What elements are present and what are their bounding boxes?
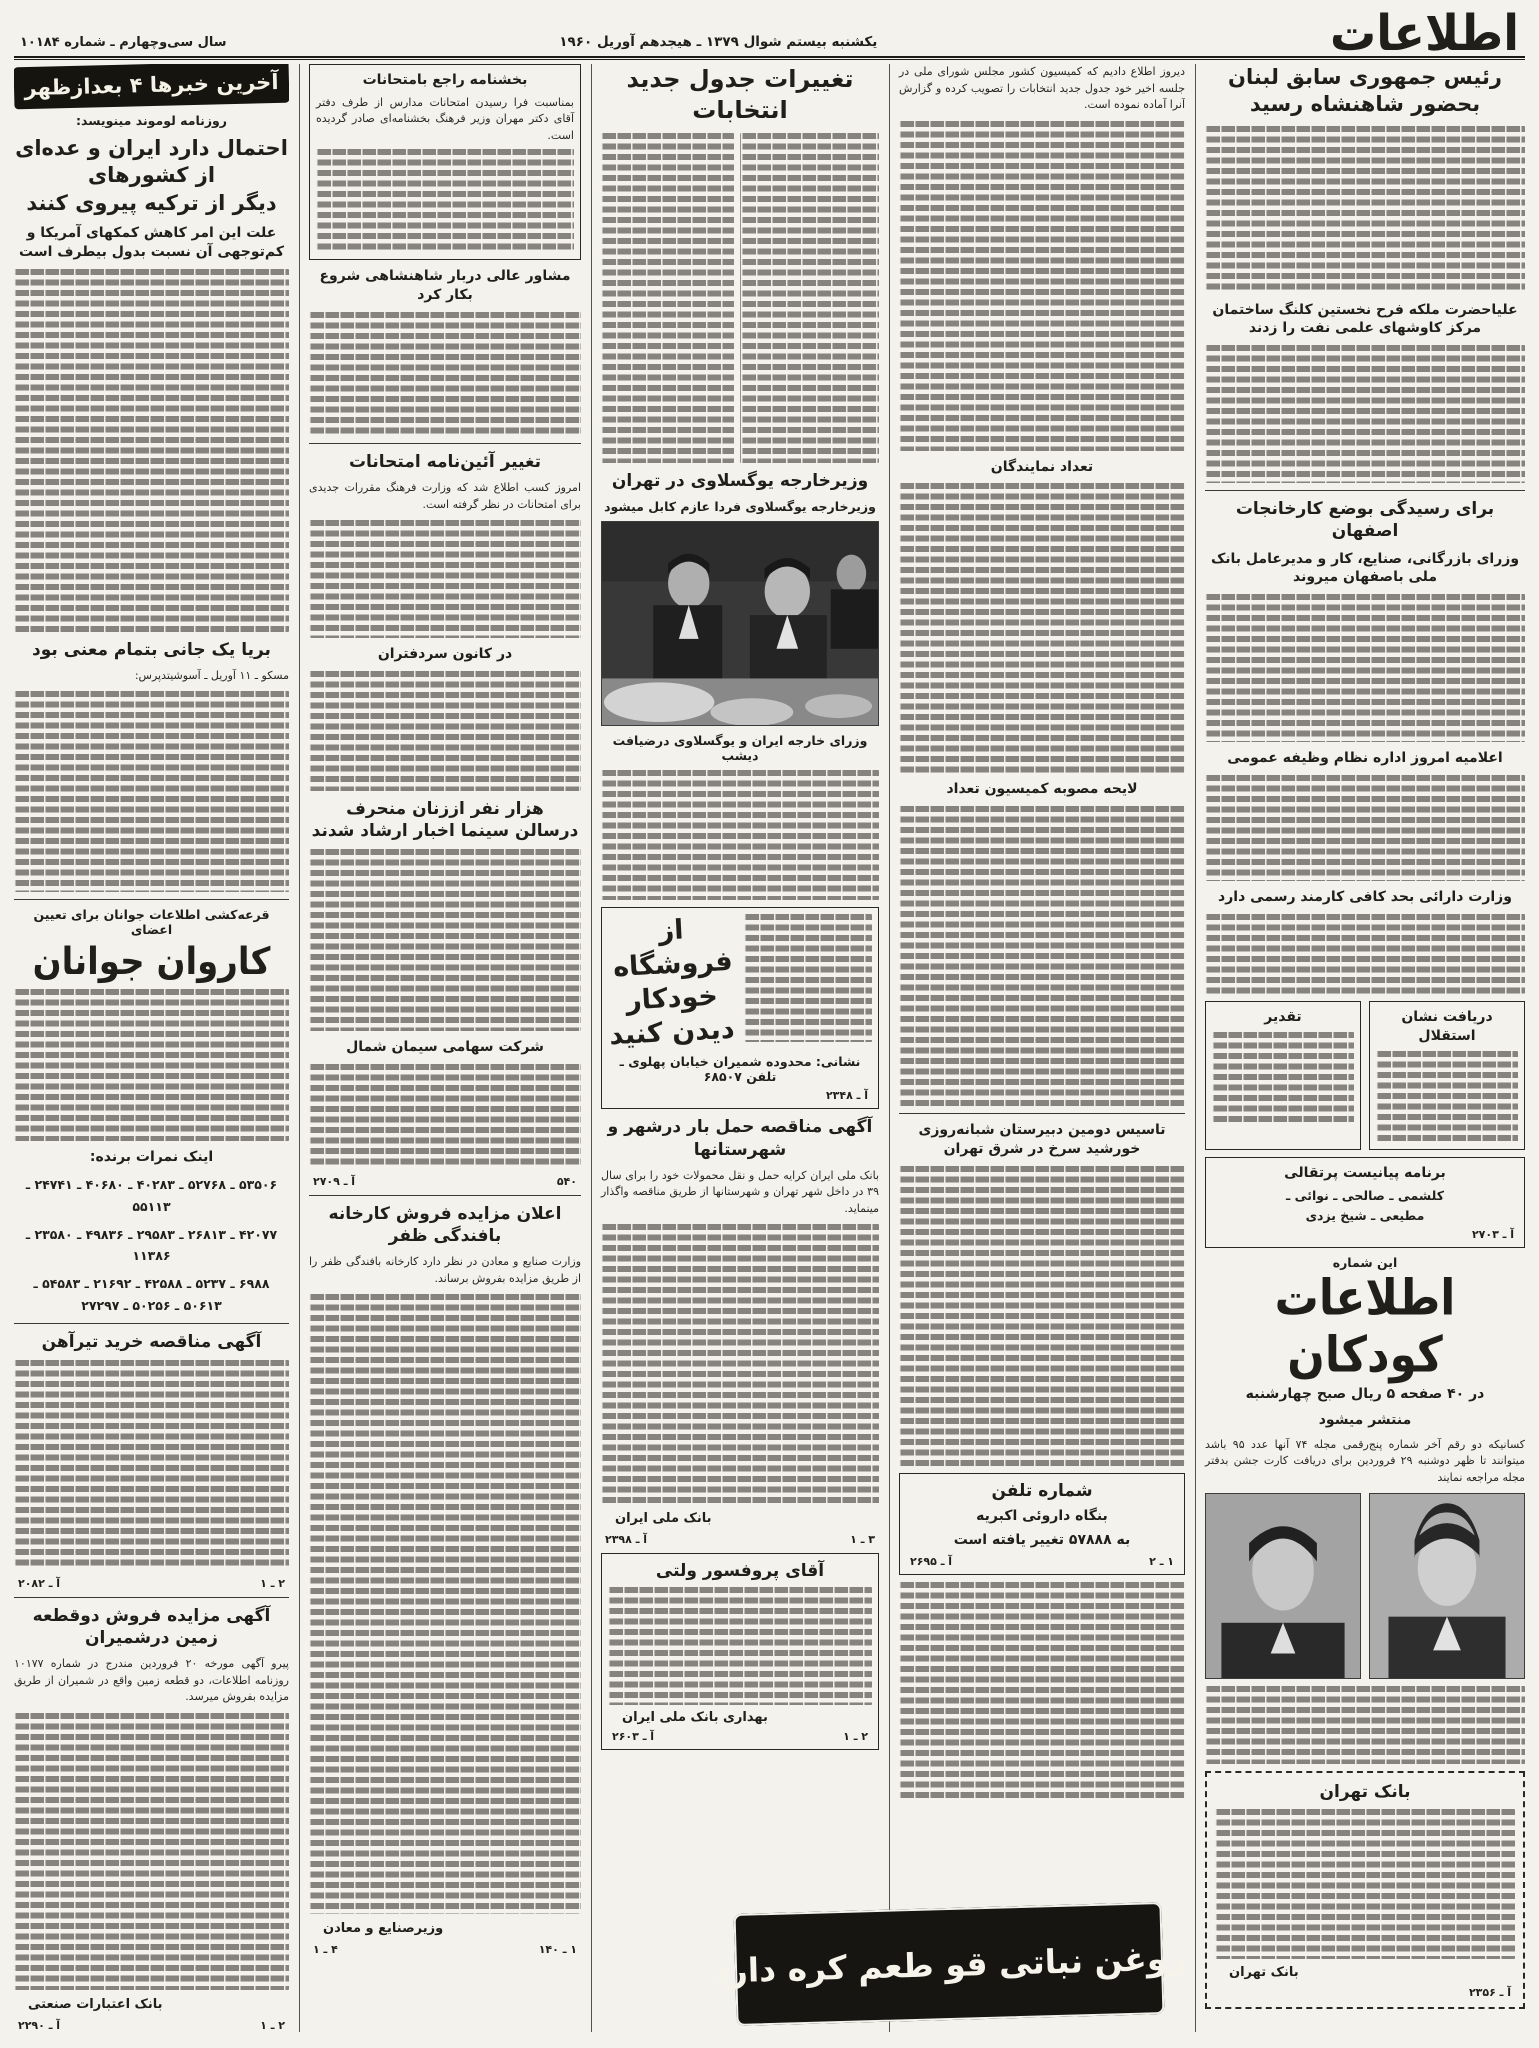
headline-finance-ministry: وزارت دارائی بحد کافی کارمند رسمی دارد (1218, 889, 1512, 906)
body-text-block (316, 149, 574, 253)
ad-code: آ ـ ۲۷۰۹ (313, 1175, 356, 1189)
ad-code-row (1215, 1986, 1515, 1999)
box-exam-circular (309, 64, 581, 260)
box-pianist-program (1205, 1157, 1525, 1248)
story-divider (309, 443, 581, 444)
headline-women-guided-1: هزار نفر اززنان منحرف (346, 799, 544, 820)
ad-code: ۲ ـ ۱ (843, 1730, 868, 1744)
body-text-block (601, 770, 879, 900)
story-divider (309, 1195, 581, 1196)
box-bank-tehran-ad (1205, 1771, 1525, 2009)
body-text-block (1205, 914, 1525, 994)
ad-code-row (608, 1730, 872, 1743)
headline-land-auction-2: زمین درشمیران (85, 1628, 218, 1649)
ad-code: آ ـ ۲۶۹۵ (910, 1554, 953, 1568)
bank-tehran-title: بانک تهران (1319, 1782, 1411, 1803)
headline-independence-medal: دریافت نشان استقلال (1401, 1009, 1493, 1045)
subhead-isfahan: وزرای بازرگانی، صنایع، کار و مدیرعامل بانک ملی باصفهان میروند (1210, 550, 1520, 586)
masthead-title: اطلاعات (1330, 3, 1519, 62)
headline-isfahan-factories: برای رسیدگی بوضع کارخانجات اصفهان (1235, 499, 1495, 542)
headline-beria: بریا یک جانی بتمام معنی بود (32, 639, 271, 660)
headline-appreciation: تقدیر (1264, 1009, 1302, 1026)
box-vending-store-ad (601, 907, 879, 1109)
body-text-block (1205, 594, 1525, 742)
body-text-block (899, 483, 1185, 773)
headline-yugoslav-minister: وزیرخارجه یوگسلاوی در تهران (611, 471, 869, 492)
columns-grid (14, 64, 1525, 2032)
ad-code: ۴ ـ ۱ (313, 1943, 338, 1957)
ad-code-row (601, 1533, 879, 1546)
column-left (14, 64, 289, 2032)
subhead-representatives-count: تعداد نمایندگان (990, 458, 1094, 475)
ad-code: ۱ ـ ۱۴۰ (538, 1943, 577, 1957)
subhead-commission-bill: لایحه مصوبه کمیسیون تعداد (946, 781, 1138, 798)
elections-lead-paragraph: دیروز اطلاع دادیم که کمیسیون کشور مجلس شورای ملی در جلسه اخیر خود جدول جدید انتخابات را تصویب کرده و گزارش آنرا آماده نموده است. (899, 65, 1185, 111)
two-column-text (601, 133, 879, 463)
ad-code: آ ـ ۲۰۸۲ (18, 1577, 61, 1591)
headline-freight-tender: آگهی مناقصه حمل بار درشهر و شهرستانها (607, 1117, 873, 1160)
children-edition-note: کسانیکه دو رقم آخر شماره پنج‌رقمی مجله ۷۴ آنها عدد ۹۵ باشد میتوانند تا ظهر دوشنبه ۲۹ فروردین برای دریافت کارت جشن بدفتر مجله مراجعه نمایند (1205, 1437, 1525, 1484)
header-rule (14, 56, 1525, 60)
professor-velti-title: آقای پروفسور ولتی (655, 1561, 825, 1582)
this-issue-label: این شماره (1332, 1254, 1398, 1270)
box-independence-medal (1369, 1001, 1525, 1150)
body-text-block (309, 849, 581, 1031)
body-text-block (899, 806, 1185, 1106)
story-divider (1205, 490, 1525, 491)
story-lebanon-president (1205, 64, 1525, 119)
page-header (14, 3, 1525, 62)
exam-regulations-lead: امروز کسب اطلاع شد که وزارت فرهنگ مقررات جدیدی برای امتحانات در نظر گرفته است. (309, 481, 581, 511)
ad-code: ۱ ـ ۲ (1149, 1554, 1174, 1568)
phone-change-line-2: به ۵۷۸۸۸ تغییر یافته است (953, 1532, 1131, 1549)
ad-code: آ ـ ۲۶۰۳ (612, 1730, 655, 1744)
body-text-block (1376, 1051, 1518, 1143)
vending-ad-line-3: دیدن کنید (608, 1013, 736, 1051)
small-boxes-row (1205, 1001, 1525, 1150)
story-divider (14, 899, 289, 900)
headline-zafar-factory-auction: اعلان مزایده فروش کارخانه بافندگی ظفر (328, 1204, 562, 1247)
freight-tender-signature: بانک ملی ایران (615, 1511, 712, 1527)
body-text-block (309, 671, 581, 791)
story-divider (14, 1597, 289, 1598)
body-text-block (899, 1166, 1185, 1466)
story-women-guided (309, 798, 581, 842)
ad-code: ۲ ـ ۱ (260, 1577, 285, 1591)
winning-numbers-line: ۶۹۸۸ ـ ۵۲۳۷ ـ ۴۲۵۸۸ ـ ۲۱۶۹۲ ـ ۵۴۵۸۳ ـ ۵۰۶۱۳ ـ ۵۰۲۵۶ ـ ۲۷۲۹۷ (33, 1276, 270, 1313)
ad-code: آ ـ ۲۳۵۶ (1468, 1986, 1511, 2000)
professor-velti-signature: بهداری بانک ملی ایران (622, 1710, 768, 1726)
box-appreciation (1205, 1001, 1361, 1150)
ad-code: آ ـ ۲۷۰۳ (1471, 1227, 1514, 1241)
body-text-block (1205, 775, 1525, 881)
banquet-photo-caption: وزرای خارجه ایران و یوگسلاوی درضیافت دیشب (612, 733, 868, 764)
vending-ad-callig (608, 914, 736, 1049)
date-line: یکشنبه بیستم شوال ۱۳۷۹ ـ هیجدهم آوریل ۱۹۶۰ (559, 34, 878, 50)
headline-election-table-changes: تغییرات جدول جدید انتخابات (626, 65, 854, 125)
freight-tender-lead: بانک ملی ایران کرایه حمل و نقل محمولات خود را برای سال ۳۹ در داخل شهر تهران و شهرستانها از طریق مناقصه واگذار مینماید. (601, 1168, 879, 1215)
body-text-block (14, 989, 289, 1142)
column-right (1195, 64, 1525, 2032)
portrait-photo-left (1205, 1493, 1361, 1679)
body-text-block (309, 1294, 581, 1914)
story-divider (14, 1323, 289, 1324)
body-text-block (14, 1360, 289, 1570)
headline-pianist: برنامه پیانیست پرتقالی (1284, 1164, 1446, 1181)
body-text-block (14, 1713, 289, 1990)
ad-code: آ ـ ۲۳۹۸ (605, 1533, 648, 1547)
headline-lebanon-2: بحضور شاهنشاه رسید (1249, 92, 1481, 117)
vending-ad-line-2: خودکار (625, 980, 719, 1017)
column-elections-continued (889, 64, 1185, 2032)
ad-code: ۵۴۰ (556, 1175, 577, 1189)
zafar-auction-lead: وزارت صنایع و معادن در نظر دارد کارخانه بافندگی ظفر را از طریق مزایده بفروش برساند. (309, 1255, 581, 1285)
headline-boarding-school: تاسیس دومین دبیرستان شبانه‌روزی خورشید سرخ در شرق تهران (918, 1122, 1166, 1158)
bank-tehran-signature: بانک تهران (1229, 1965, 1299, 1981)
story-land-auction (14, 1605, 289, 1649)
story-divider (899, 1113, 1185, 1114)
children-edition-line-1: در ۴۰ صفحه ۵ ریال صبح چهارشنبه (1245, 1385, 1485, 1402)
land-auction-lead: پیرو آگهی مورخه ۲۰ فروردین مندرج در شماره ۱۰۱۷۷ روزنامه اطلاعات، دو قطعه زمین واقع در شمیران از طریق مزایده بفروش میرسد. (14, 1657, 289, 1704)
box-phone-number-change (899, 1473, 1185, 1575)
winning-numbers-line: ۵۳۵۰۶ ـ ۵۲۷۶۸ ـ ۴۰۲۸۳ ـ ۴۰۶۸۰ ـ ۲۴۷۴۱ ـ ۵۵۱۱۳ (25, 1177, 278, 1214)
beria-lead: مسکو ـ ۱۱ آوریل ـ آسوشیتدپرس: (134, 668, 289, 682)
headline-exam-circular: بخشنامه راجع بامتحانات (362, 72, 528, 88)
portrait-photos (1205, 1493, 1525, 1679)
ad-code: آ ـ ۲۲۹۰ (18, 2018, 61, 2032)
ad-code: آ ـ ۲۳۴۸ (825, 1089, 868, 1103)
ad-code-row (906, 1555, 1178, 1568)
body-text-block (309, 520, 581, 638)
portrait-caption-text (1205, 1686, 1525, 1764)
pianist-names-1: کلشمی ـ صالحی ـ نوائی ـ (1286, 1187, 1444, 1203)
headline-land-auction-1: آگهی مزایده فروش دوقطعه (32, 1606, 271, 1627)
children-edition-line-2: منتشر میشود (1318, 1411, 1412, 1428)
story-lemonde (14, 135, 289, 217)
body-text-block (608, 1587, 872, 1705)
ad-code: ۲ ـ ۱ (260, 2018, 285, 2032)
body-text-block (601, 133, 734, 463)
phone-change-line-1: بنگاه داروئی اکبریه (976, 1508, 1108, 1525)
headline-court-advisor: مشاور عالی دربار شاهنشاهی شروع بکار کرد (319, 268, 571, 304)
headline-notaries-center: در کانون سردفتران (377, 646, 513, 663)
issue-info: سال سی‌وچهارم ـ شماره ۱۰۱۸۴ (20, 35, 227, 50)
body-text-block (899, 121, 1185, 451)
headline-lebanon-1: رئیس جمهوری سابق لبنان (1228, 65, 1502, 89)
winning-numbers-line: ۴۲۰۷۷ ـ ۲۶۸۱۳ ـ ۲۹۵۸۳ ـ ۴۹۸۳۶ ـ ۲۳۵۸۰ ـ ۱۱۳۸۶ (25, 1226, 278, 1264)
headline-lemonde-2: دیگر از ترکیه پیروی کنند (26, 190, 277, 215)
pianist-names-2: مطیعی ـ شیخ یزدی (1305, 1207, 1425, 1223)
land-auction-signature: بانک اعتبارات صنعتی (28, 1996, 163, 2012)
subhead-yugoslav-minister: وزیرخارجه یوگسلاوی فردا عازم کابل میشود (604, 499, 876, 515)
box-professor-velti (601, 1553, 879, 1750)
youth-lottery-kicker: قرعه‌کشی اطلاعات جوانان برای تعیین اعضای (33, 907, 270, 938)
subhead-lemonde: علت این امر کاهش کمکهای آمریکا و کم‌توجهی آن نسبت بدول بیطرف است (19, 224, 284, 260)
banquet-photo (601, 521, 879, 726)
phone-change-title: شماره تلفن (991, 1481, 1093, 1502)
headline-farah-ceremony: علیاحضرت ملکه فرح نخستین کلنگ ساختمان مرکز کاوشهای علمی نفت را زدند (1212, 301, 1518, 337)
ad-code: ۳ ـ ۱ (850, 1533, 875, 1547)
body-text-block (1205, 126, 1525, 294)
body-text-block (309, 312, 581, 436)
exam-circular-lead: بمناسبت فرا رسیدن امتحانات مدارس از طرف دفتر آقای دکتر مهران وزیر فرهنگ بخشنامه‌ای صادر گردیده است. (316, 95, 574, 142)
headline-military-service: اعلامیه امروز اداره نظام وظیفه عمومی (1227, 750, 1503, 767)
zafar-auction-signature: وزیرصنایع و معادن (323, 1921, 444, 1937)
ad-code-row (309, 1943, 581, 1956)
children-edition-title: اطلاعات کودکان (1274, 1269, 1456, 1384)
column-education-ads (299, 64, 581, 2032)
winning-numbers-heading: اینک نمرات برنده: (89, 1149, 214, 1166)
column-center (591, 64, 879, 2032)
body-text-block (1205, 345, 1525, 483)
body-text-block (14, 269, 289, 632)
body-text-block (601, 1224, 879, 1504)
headline-north-cement-co: شرکت سهامی سیمان شمال (346, 1039, 544, 1056)
body-text-block (899, 1582, 1185, 1802)
ad-text-block (744, 914, 872, 1042)
headline-lemonde-1: احتمال دارد ایران و عده‌ای از کشورهای (15, 136, 288, 188)
headline-steel-beam-tender: آگهی مناقصه خرید تیرآهن (41, 1331, 262, 1352)
lemonde-kicker: روزنامه لوموند مینویسد: (75, 113, 227, 128)
ad-code-row (608, 1089, 872, 1102)
headline-exam-regulations: تغییر آئین‌نامه امتحانات (348, 452, 542, 473)
latest-news-banner: آخرین خبرها ۴ بعدازظهر (14, 64, 289, 109)
body-text-block (1212, 1032, 1354, 1124)
youth-caravan-title: کاروان جوانان (32, 940, 271, 985)
vending-ad-address: نشانی: محدوده شمیران خیابان پهلوی ـ تلفن ۶۸۵۰۷ (619, 1054, 861, 1085)
portrait-photo-right (1369, 1493, 1525, 1679)
vending-ad-line-1: از فروشگاه (612, 914, 734, 984)
body-text-block (1215, 1809, 1515, 1959)
ad-code-row (14, 2019, 289, 2032)
ad-code-row (1212, 1228, 1518, 1241)
ghoo-oil-ad: روغن نباتی قو طعم کره دارد (734, 1902, 1165, 2026)
body-text-block (309, 1064, 581, 1168)
body-text-block (740, 133, 880, 463)
ad-code-row (309, 1175, 581, 1188)
headline-women-guided-2: درسالن سینما اخبار ارشاد شدند (311, 821, 579, 842)
ad-code-row (14, 1577, 289, 1590)
body-text-block (14, 691, 289, 892)
vending-ad-body (608, 914, 872, 1049)
